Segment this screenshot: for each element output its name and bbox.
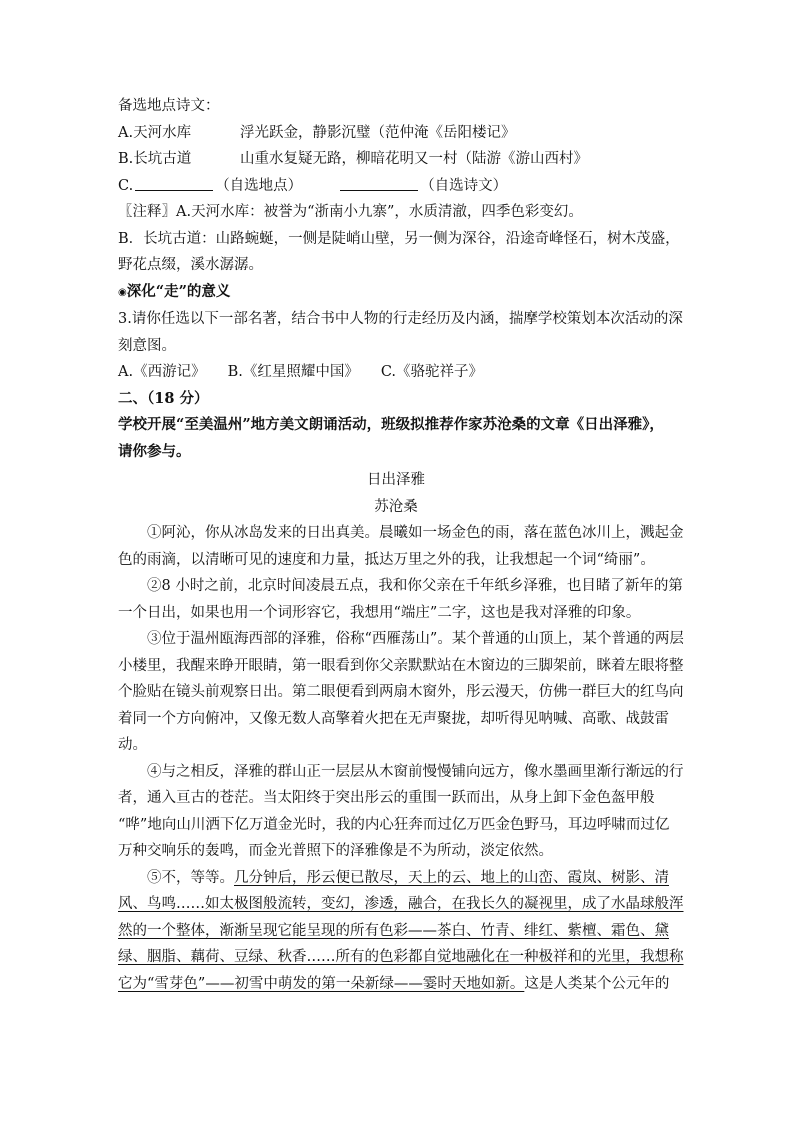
location-blank-note: （自选地点）: [215, 177, 303, 194]
article-title: 日出泽雅: [367, 472, 425, 488]
part-2-heading: 二、（18 分）: [118, 389, 209, 407]
option-a-text: 浮光跃金，静影沉璧（范仲淹《岳阳楼记》: [240, 124, 516, 141]
paragraph-1-line-1: ①阿沁，你从冰岛发来的日出真美。晨曦如一场金色的雨，落在蓝色冰川上，溅起金: [147, 525, 684, 541]
paragraph-2-line-1: ②8 小时之前，北京时间凌晨五点，我和你父亲在千年纸乡泽雅，也目睹了新年的第: [147, 578, 683, 594]
paragraph-3-line-2: 小楼里，我醒来睁开眼睛，第一眼看到你父亲默默站在木窗边的三脚架前，眯着左眼将整: [118, 657, 684, 674]
location-blank[interactable]: [135, 176, 213, 191]
underlined-passage-end: 它为“雪芽色”——初雪中萌发的第一朵新绿——霎时天地如新。: [118, 975, 525, 992]
poem-blank-note: （自选诗文）: [420, 177, 508, 194]
underlined-passage: 风、鸟鸣……如太极图般流转，变幻，渗透，融合，在我长久的凝视里，成了水晶球般浑: [118, 896, 684, 912]
paragraph-4-line-2: 者，通入亘古的苍茫。当太阳终于突出彤云的重围一跃而出，从身上卸下金色盔甲般: [118, 790, 655, 806]
option-b: [118, 146, 674, 173]
question-3-choices: [118, 359, 674, 386]
question-3-line-1: 3.请你任选以下一部名著，结合书中人物的行走经历及内涵，揣摩学校策划本次活动的深: [118, 311, 683, 327]
part-2-intro-line-1: 学校开展“至美温州”地方美文朗诵活动，班级拟推荐作家苏沧桑的文章《日出泽雅》，: [118, 416, 664, 433]
deepen-title: 深化“走”的意义: [126, 282, 231, 300]
option-b-text: 山重水复疑无路，柳暗花明又一村（陆游《游山西村》: [240, 151, 588, 167]
underlined-passage-start: 几分钟后，彤云便已散尽，天上的云、地上的山峦、霞岚、树影、清: [234, 869, 669, 886]
question-3-line-2: 刻意图。: [118, 337, 176, 354]
paragraph-5-line-4: [118, 944, 684, 971]
choice-b: B.《红星照耀中国》: [227, 364, 359, 380]
choice-a: A.《西游记》: [118, 364, 206, 380]
deepen-heading: [118, 279, 674, 307]
paragraph-3-line-5: 动。: [118, 737, 147, 753]
paragraph-1-line-2: 色的雨滴，以清晰可见的速度和力量，抵达万里之外的我，让我想起一个词“绮丽”。: [118, 551, 655, 568]
paragraph-4-line-4: 万种交响乐的轰鸣，而金光普照下的泽雅像是不为所动，淡定依然。: [118, 843, 553, 859]
paragraph-5-line-1: [118, 865, 674, 892]
paragraph-5-line-5: [118, 971, 674, 998]
article-author: 苏沧桑: [374, 498, 418, 515]
poem-blank[interactable]: [340, 176, 418, 191]
paragraph-3-line-1: ③位于温州瓯海西部的泽雅，俗称“西雁荡山”。某个普通的山顶上，某个普通的两层: [147, 631, 684, 647]
option-c-prefix: C.: [118, 177, 134, 194]
document-page: [118, 93, 684, 997]
paragraph-2-line-2: 一个日出，如果也用一个词形容它，我想用“端庄”二字，这也是我对泽雅的印象。: [118, 604, 641, 621]
paragraph-5-tail: 这是人类某个公元年的: [524, 975, 670, 992]
section-heading: 备选地点诗文：: [118, 98, 220, 114]
underlined-passage: 绿、胭脂、藕荷、豆绿、秋香……所有的色彩都自觉地融化在一种极祥和的光里，我想称: [118, 949, 684, 965]
annotation-line-2: B．长坑古道：山路蜿蜒，一侧是陡峭山壁，另一侧为深谷，沿途奇峰怪石，树木茂盛，: [118, 230, 680, 247]
paragraph-5-line-3: [118, 918, 674, 945]
paragraph-5-lead: ⑤不，等等。: [147, 869, 234, 886]
option-b-label: B.长坑古道: [118, 151, 192, 167]
paragraph-3-line-4: 着同一个方向俯冲，又像无数人高擎着火把在无声聚拢，却听得见呐喊、高歌、战鼓雷: [118, 710, 669, 727]
paragraph-3-line-3: 个脸贴在镜头前观察日出。第二眼便看到两扇木窗外，彤云漫天，仿佛一群巨大的红鸟向: [118, 684, 684, 700]
option-a: [118, 120, 674, 147]
choice-c: C.《骆驼祥子》: [380, 364, 484, 380]
paragraph-4-line-3: “哗”地向山川洒下亿万道金光时，我的内心狂奔而过亿万匹金色野马，耳边呼啸而过亿: [118, 816, 670, 833]
option-a-label: A.天河水库: [118, 124, 192, 141]
underlined-passage: 然的一个整体，渐渐呈现它能呈现的所有色彩——茶白、竹青、绯红、紫檀、霜色、黛: [118, 922, 669, 939]
paragraph-5-line-2: [118, 891, 684, 918]
option-c: [118, 173, 674, 200]
annotation-line-1: 〖注释〗A.天河水库：被誉为“浙南小九寨”，水质清澈，四季色彩变幻。: [118, 204, 583, 220]
annotation-line-3: 野花点缀，溪水潺潺。: [118, 257, 263, 273]
paragraph-4-line-1: ④与之相反，泽雅的群山正一层层从木窗前慢慢铺向远方，像水墨画里渐行渐远的行: [147, 763, 684, 780]
part-2-intro-line-2: 请你参与。: [118, 442, 191, 460]
bullet-marker-icon: ◉: [118, 286, 127, 298]
